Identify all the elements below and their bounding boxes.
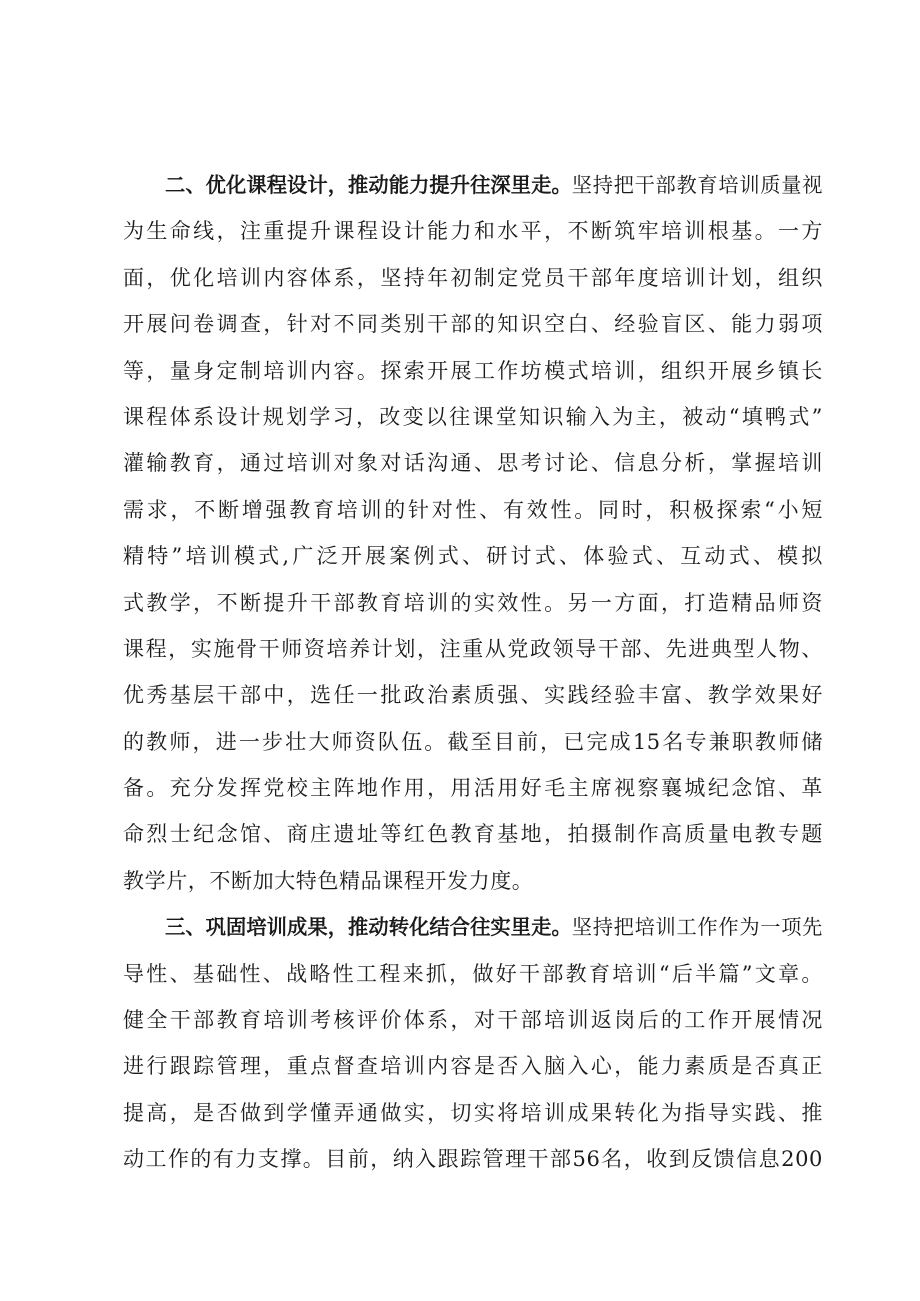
paragraph-line: 式教学，不断提升干部教育培训的实效性。另一方面，打造精品师资 (123, 590, 823, 615)
paragraph-line: 导性、基础性、战略性工程来抓，做好干部教育培训“后半篇”文章。 (123, 961, 823, 986)
paragraph-line: 优秀基层干部中，选任一批政治素质强、实践经验丰富、教学效果好 (123, 683, 823, 708)
paragraph-line: 需求，不断增强教育培训的针对性、有效性。同时，积极探索“小短 (123, 497, 823, 522)
document-body (123, 162, 823, 1183)
paragraph-course-design (123, 162, 823, 904)
paragraph-line: 健全干部教育培训考核评价体系，对干部培训返岗后的工作开展情况 (123, 1008, 823, 1033)
paragraph-line: 课程，实施骨干师资培养计划，注重从党政领导干部、先进典型人物、 (123, 636, 823, 661)
paragraph-line: 课程体系设计规划学习，改变以往课堂知识输入为主，被动“填鸭式” (123, 404, 823, 429)
paragraph-line: 进行跟踪管理，重点督查培训内容是否入脑入心，能力素质是否真正 (123, 1054, 823, 1079)
paragraph-line: 灌输教育，通过培训对象对话沟通、思考讨论、信息分析，掌握培训 (123, 451, 823, 476)
paragraph-line: 精特”培训模式,广泛开展案例式、研讨式、体验式、互动式、模拟 (123, 544, 823, 569)
paragraph-line: 三、巩固培训成果，推动转化结合往实里走。坚持把培训工作作为一项先 (165, 915, 823, 940)
paragraph-line: 备。充分发挥党校主阵地作用，用活用好毛主席视察襄城纪念馆、革 (123, 776, 823, 801)
paragraph-training-results (123, 904, 823, 1182)
paragraph-line: 面，优化培训内容体系，坚持年初制定党员干部年度培训计划，组织 (123, 265, 823, 290)
section-heading: 三、巩固培训成果，推动转化结合往实里走。 (165, 915, 572, 940)
paragraph-line: 提高，是否做到学懂弄通做实，切实将培训成果转化为指导实践、推 (123, 1100, 823, 1125)
paragraph-line: 为生命线，注重提升课程设计能力和水平，不断筑牢培训根基。一方 (123, 219, 823, 244)
section-heading: 二、优化课程设计，推动能力提升往深里走。 (165, 173, 572, 197)
paragraph-line: 动工作的有力支撑。目前，纳入跟踪管理干部56名，收到反馈信息200 (123, 1147, 823, 1172)
paragraph-line: 二、优化课程设计，推动能力提升往深里走。坚持把干部教育培训质量视 (165, 173, 823, 197)
paragraph-line: 等，量身定制培训内容。探索开展工作坊模式培训，组织开展乡镇长 (123, 358, 823, 383)
paragraph-line: 命烈士纪念馆、商庄遗址等红色教育基地，拍摄制作高质量电教专题 (123, 822, 823, 847)
paragraph-line: 教学片，不断加大特色精品课程开发力度。 (123, 868, 534, 893)
paragraph-line: 的教师，进一步壮大师资队伍。截至目前，已完成15名专兼职教师储 (123, 729, 823, 754)
paragraph-line: 开展问卷调查，针对不同类别干部的知识空白、经验盲区、能力弱项 (123, 312, 823, 337)
